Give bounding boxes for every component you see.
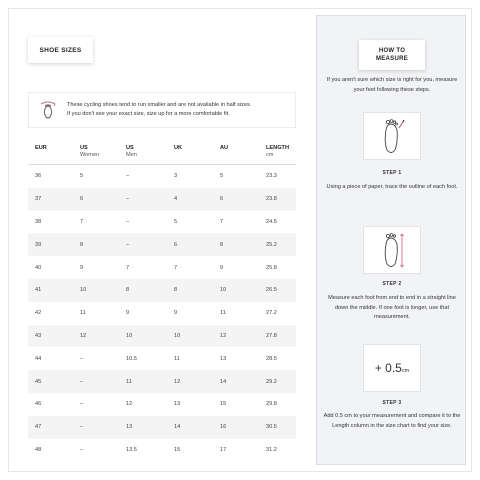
table-cell: 13.5 <box>126 446 137 453</box>
table-row <box>28 233 296 256</box>
table-row <box>28 302 296 325</box>
table-cell: 6 <box>220 196 224 203</box>
table-row <box>28 416 296 439</box>
table-cell: 7 <box>220 218 224 225</box>
page-title: SHOE SIZES <box>28 37 93 63</box>
table-cell: 5 <box>220 173 224 180</box>
table-cell: 29.2 <box>266 378 277 385</box>
table-cell: 3 <box>174 173 178 180</box>
how-to-measure-panel <box>316 15 466 465</box>
table-cell: 9 <box>220 264 224 271</box>
table-cell: 8 <box>126 287 130 294</box>
table-cell: 15 <box>220 401 227 408</box>
step1-label: STEP 1 <box>382 170 402 176</box>
table-cell: 10 <box>126 332 133 339</box>
step3-image <box>363 344 421 392</box>
how-to-measure-title: HOW TO MEASURE <box>359 40 425 70</box>
table-cell: 44 <box>35 355 42 362</box>
table-cell: 10 <box>80 287 87 294</box>
table-cell: 6 <box>174 241 178 248</box>
table-cell: 46 <box>35 401 42 408</box>
table-cell: 23.3 <box>266 173 277 180</box>
table-cell: 9 <box>80 264 84 271</box>
table-cell: 42 <box>35 310 42 317</box>
table-cell: 23.8 <box>266 196 277 203</box>
step3-label: STEP 3 <box>382 400 402 406</box>
table-row <box>28 393 296 416</box>
table-row <box>28 188 296 211</box>
table-cell: 12 <box>80 332 87 339</box>
table-cell: 11 <box>220 310 226 317</box>
table-cell: 7 <box>174 264 178 271</box>
table-cell: 4 <box>174 196 178 203</box>
table-cell: 7 <box>126 264 130 271</box>
foot-measure-icon <box>377 230 407 270</box>
table-cell: 36 <box>35 173 42 180</box>
table-cell: 12 <box>174 378 181 385</box>
table-cell: 43 <box>35 332 42 339</box>
table-cell: 45 <box>35 378 42 385</box>
table-cell: 7 <box>80 218 84 225</box>
table-cell: – <box>126 196 130 203</box>
fit-notice <box>28 92 296 128</box>
table-cell: – <box>80 446 84 453</box>
table-row <box>28 439 296 462</box>
table-row <box>28 325 296 348</box>
header-length: LENGTH cm <box>266 145 289 158</box>
intro-text: If you aren't sure which size is right for you, measure your feet following these steps. <box>326 77 458 93</box>
step2-text: Measure each foot from end to end in a straight line down the middle. If one foot is longer, use that measurement. <box>328 295 456 320</box>
table-cell: – <box>80 378 84 385</box>
step1-image <box>363 112 421 160</box>
table-cell: 8 <box>220 241 224 248</box>
table-cell: 27.8 <box>266 332 277 339</box>
table-cell: 24.5 <box>266 218 277 225</box>
header-us-men: US Men <box>126 145 137 158</box>
table-cell: 8 <box>80 241 84 248</box>
table-cell: 25.8 <box>266 264 277 271</box>
table-cell: 38 <box>35 218 42 225</box>
table-row <box>28 347 296 370</box>
table-cell: 9 <box>126 310 130 317</box>
table-cell: 39 <box>35 241 42 248</box>
table-cell: 8 <box>174 287 178 294</box>
table-row <box>28 370 296 393</box>
table-cell: 12 <box>126 401 133 408</box>
table-cell: 48 <box>35 446 42 453</box>
shoe-fit-icon <box>33 95 63 125</box>
header-au: AU <box>220 145 229 151</box>
table-cell: 30.5 <box>266 424 277 431</box>
table-cell: 31.2 <box>266 446 277 453</box>
notice-line-1: These cycling shoes tend to run smaller and are not available in half sizes. <box>67 102 252 108</box>
table-cell: 26.5 <box>266 287 277 294</box>
step1-text: Using a piece of paper, trace the outline of each foot. <box>326 184 458 190</box>
table-cell: 27.2 <box>266 310 277 317</box>
table-row <box>28 165 296 188</box>
table-cell: – <box>80 355 84 362</box>
table-row <box>28 211 296 234</box>
table-cell: 10.5 <box>126 355 137 362</box>
table-row <box>28 256 296 279</box>
table-cell: 13 <box>220 355 227 362</box>
table-cell: 28.5 <box>266 355 277 362</box>
table-cell: 11 <box>80 310 86 317</box>
table-cell: 16 <box>220 424 227 431</box>
table-cell: – <box>126 241 130 248</box>
table-cell: 11 <box>174 355 180 362</box>
table-cell: 47 <box>35 424 42 431</box>
table-cell: 10 <box>174 332 181 339</box>
table-cell: 29.8 <box>266 401 277 408</box>
header-uk: UK <box>174 145 183 151</box>
header-us-women: US Women <box>80 145 100 158</box>
table-cell: 5 <box>80 173 84 180</box>
table-cell: 12 <box>220 332 227 339</box>
table-cell: 15 <box>174 446 181 453</box>
step2-label: STEP 2 <box>382 281 402 287</box>
table-cell: 25.2 <box>266 241 277 248</box>
table-cell: 10 <box>220 287 227 294</box>
table-cell: 40 <box>35 264 42 271</box>
table-row <box>28 279 296 302</box>
table-cell: 14 <box>220 378 227 385</box>
table-cell: 37 <box>35 196 42 203</box>
size-table <box>28 142 296 461</box>
table-cell: 5 <box>174 218 178 225</box>
header-eur: EUR <box>35 145 47 151</box>
table-cell: – <box>126 218 130 225</box>
plus-half-cm-value: + 0.5cm <box>374 361 410 375</box>
table-body <box>28 165 296 461</box>
step2-image <box>363 226 421 274</box>
table-cell: 9 <box>174 310 178 317</box>
table-cell: 17 <box>220 446 227 453</box>
table-cell: 13 <box>126 424 133 431</box>
table-cell: 6 <box>80 196 84 203</box>
notice-line-2: If you don't see your exact size, size up for a more comfortable fit. <box>67 111 230 117</box>
foot-trace-icon <box>377 116 407 156</box>
table-cell: – <box>80 424 84 431</box>
table-cell: 11 <box>126 378 132 385</box>
table-cell: 41 <box>35 287 42 294</box>
step3-text: Add 0.5 cm to your measurement and compare it to the Length column in the size chart to find your size. <box>323 413 461 429</box>
table-cell: 13 <box>174 401 181 408</box>
table-cell: – <box>126 173 130 180</box>
table-header <box>28 142 296 165</box>
table-cell: – <box>80 401 84 408</box>
table-cell: 14 <box>174 424 181 431</box>
